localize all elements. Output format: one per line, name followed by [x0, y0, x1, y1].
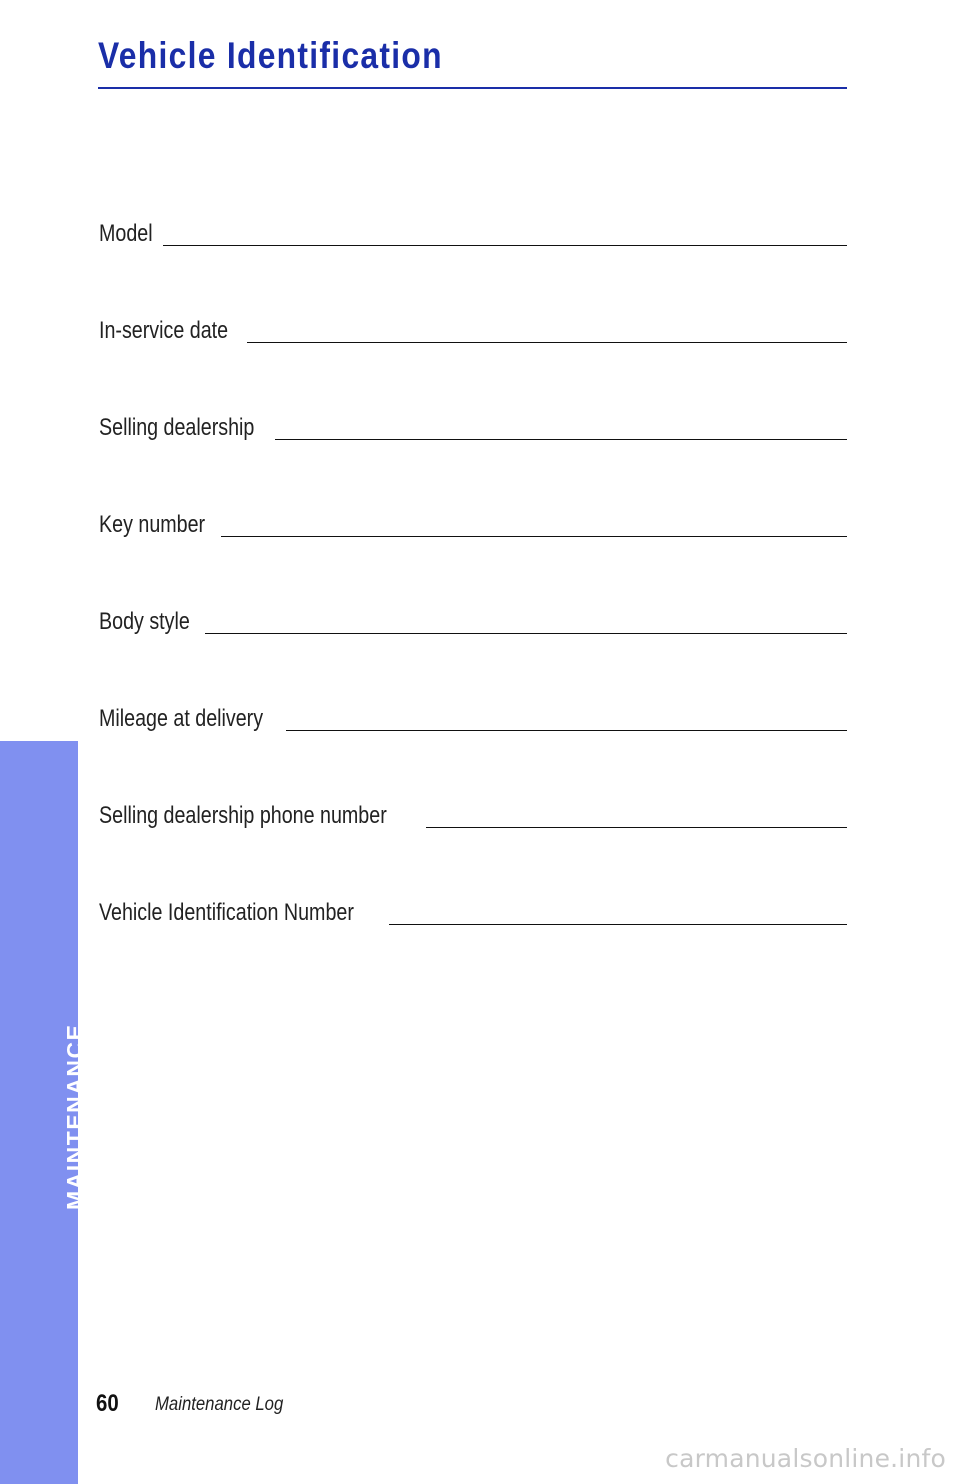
field-label-in-service-date: In-service date	[99, 317, 229, 344]
field-label-vin: Vehicle Identification Number	[99, 899, 354, 926]
field-line-model[interactable]	[163, 245, 847, 246]
field-body-style	[99, 600, 847, 634]
page-number: 60	[96, 1390, 119, 1417]
field-label-mileage-at-delivery: Mileage at delivery	[99, 705, 264, 732]
field-line-vin[interactable]	[389, 924, 847, 925]
field-selling-dealership	[99, 406, 847, 440]
watermark: carmanualsonline.info	[665, 1444, 946, 1473]
title-divider	[98, 87, 847, 89]
field-model	[99, 212, 847, 246]
section-name: Maintenance Log	[155, 1394, 284, 1415]
field-in-service-date	[99, 309, 847, 343]
page-title: Vehicle Identification	[98, 35, 443, 76]
field-line-in-service-date[interactable]	[247, 342, 847, 343]
field-label-key-number: Key number	[99, 511, 206, 538]
side-tab-label: MAINTENANCE	[62, 1023, 88, 1210]
field-label-selling-dealership: Selling dealership	[99, 414, 255, 441]
field-mileage-at-delivery	[99, 697, 847, 731]
field-line-body-style[interactable]	[205, 633, 847, 634]
field-label-body-style: Body style	[99, 608, 190, 635]
field-dealership-phone	[99, 794, 847, 828]
field-line-mileage-at-delivery[interactable]	[286, 730, 847, 731]
field-line-dealership-phone[interactable]	[426, 827, 847, 828]
field-line-selling-dealership[interactable]	[275, 439, 847, 440]
field-label-dealership-phone: Selling dealership phone number	[99, 802, 387, 829]
field-label-model: Model	[99, 220, 153, 247]
field-key-number	[99, 503, 847, 537]
field-line-key-number[interactable]	[221, 536, 847, 537]
field-vin	[99, 891, 847, 925]
